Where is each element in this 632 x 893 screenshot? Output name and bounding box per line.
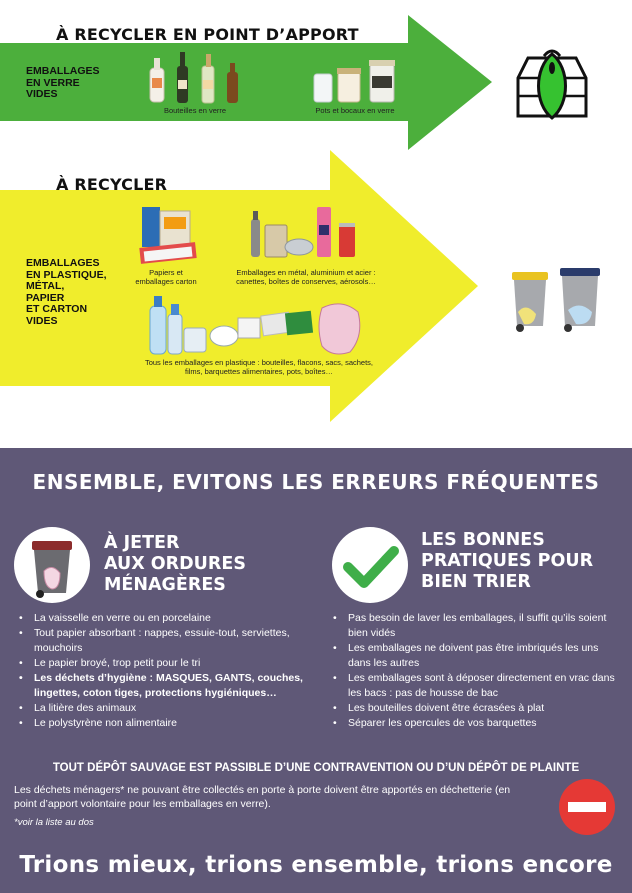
caption-line: Papiers et [149, 268, 183, 277]
caption-paper-carton [126, 268, 206, 286]
household-waste-title [104, 533, 246, 596]
caption-line: Tous les emballages en plastique : bouteilles, flacons, sacs, sachets, [144, 358, 374, 367]
recycle-label-line: ET CARTON [26, 303, 88, 315]
list-item: • Les déchets d’hygiène : MASQUES, GANTS, couches, lingettes, coton tiges, protections hygiéniques… [16, 671, 306, 701]
list-item: • Tout papier absorbant : nappes, essuie-tout, serviettes, mouchoirs [16, 626, 306, 656]
glass-bottles-image [145, 50, 245, 110]
household-bin-icon [14, 527, 90, 603]
title-line: MÉNAGÈRES [104, 575, 226, 595]
waste-disposal-note: Les déchets ménagers* ne pouvant être collectés en porte à porte doivent être apportés en déchetterie (en point d’apport volontaire pour les emballages en verre). [14, 784, 511, 810]
title-line: À JETER [104, 533, 180, 553]
no-entry-icon [558, 778, 616, 841]
household-bin-circle [14, 527, 90, 603]
checkmark-circle [332, 527, 408, 603]
list-item: • Le papier broyé, trop petit pour le tri [16, 656, 306, 671]
list-item: • Les bouteilles doivent être écrasées à plat [330, 701, 618, 716]
glass-category-label [26, 66, 126, 101]
illegal-dumping-warning: TOUT DÉPÔT SAUVAGE EST PASSIBLE D’UNE CONTRAVENTION OU D’UN DÉPÔT DE PLAINTE [52, 762, 580, 774]
list-item: • La litière des animaux [16, 701, 306, 716]
list-item: • Les emballages ne doivent pas être imbriqués les uns dans les autres [330, 641, 618, 671]
caption-glass-jars: Pots et bocaux en verre [315, 106, 395, 115]
list-item: • Pas besoin de laver les emballages, il suffit qu’ils soient bien vidés [330, 611, 618, 641]
caption-plastic [124, 358, 394, 376]
glass-label-line: EMBALLAGES [26, 65, 100, 77]
recycle-label-line: VIDES [26, 314, 58, 327]
recycle-section-title: À RECYCLER [56, 175, 168, 194]
title-line: PRATIQUES POUR [421, 551, 594, 571]
household-waste-list [16, 611, 306, 731]
paper-carton-image [138, 203, 198, 270]
metal-packaging-image [247, 205, 362, 265]
list-item: • Séparer les opercules de vos barquettes [330, 716, 618, 731]
recycle-category-label [26, 258, 136, 327]
recycle-label-line: PAPIER [26, 291, 65, 304]
glass-jars-image [310, 58, 400, 109]
title-line: AUX ORDURES [104, 554, 246, 574]
caption-metal [226, 268, 386, 286]
caption-line: canettes, boîtes de conserves, aérosols… [236, 277, 376, 286]
glass-section-title: À RECYCLER EN POINT D’APPORT [56, 25, 359, 44]
glass-container-icon [512, 44, 592, 129]
caption-line: Emballages en métal, aluminium et acier : [236, 268, 376, 277]
list-item: • La vaisselle en verre ou en porcelaine [16, 611, 306, 626]
see-list-note: *voir la liste au dos [14, 817, 94, 828]
plastic-packaging-image [146, 292, 366, 363]
recycling-bins-icon [506, 262, 606, 339]
recycle-label-line: EN PLASTIQUE, [26, 268, 107, 281]
list-item: • Le polystyrène non alimentaire [16, 716, 306, 731]
good-practices-list [330, 611, 618, 731]
list-item: • Les emballages sont à déposer directement en vrac dans les bacs : pas de housse de bac [330, 671, 618, 701]
caption-line: films, barquettes alimentaires, pots, boîtes… [185, 367, 333, 376]
checkmark-icon [332, 527, 408, 603]
tips-panel-title: ENSEMBLE, EVITONS LES ERREURS FRÉQUENTES [32, 470, 600, 494]
caption-line: emballages carton [135, 277, 197, 286]
caption-glass-bottles: Bouteilles en verre [163, 106, 227, 115]
title-line: LES BONNES [421, 530, 545, 550]
slogan: Trions mieux, trions ensemble, trions encore [19, 852, 613, 878]
glass-label-line: EN VERRE [26, 76, 80, 89]
good-practices-title [421, 530, 593, 593]
recycle-label-line: EMBALLAGES [26, 257, 100, 269]
title-line: BIEN TRIER [421, 572, 531, 592]
glass-label-line: VIDES [26, 88, 58, 100]
recycle-label-line: MÉTAL, [26, 280, 65, 292]
